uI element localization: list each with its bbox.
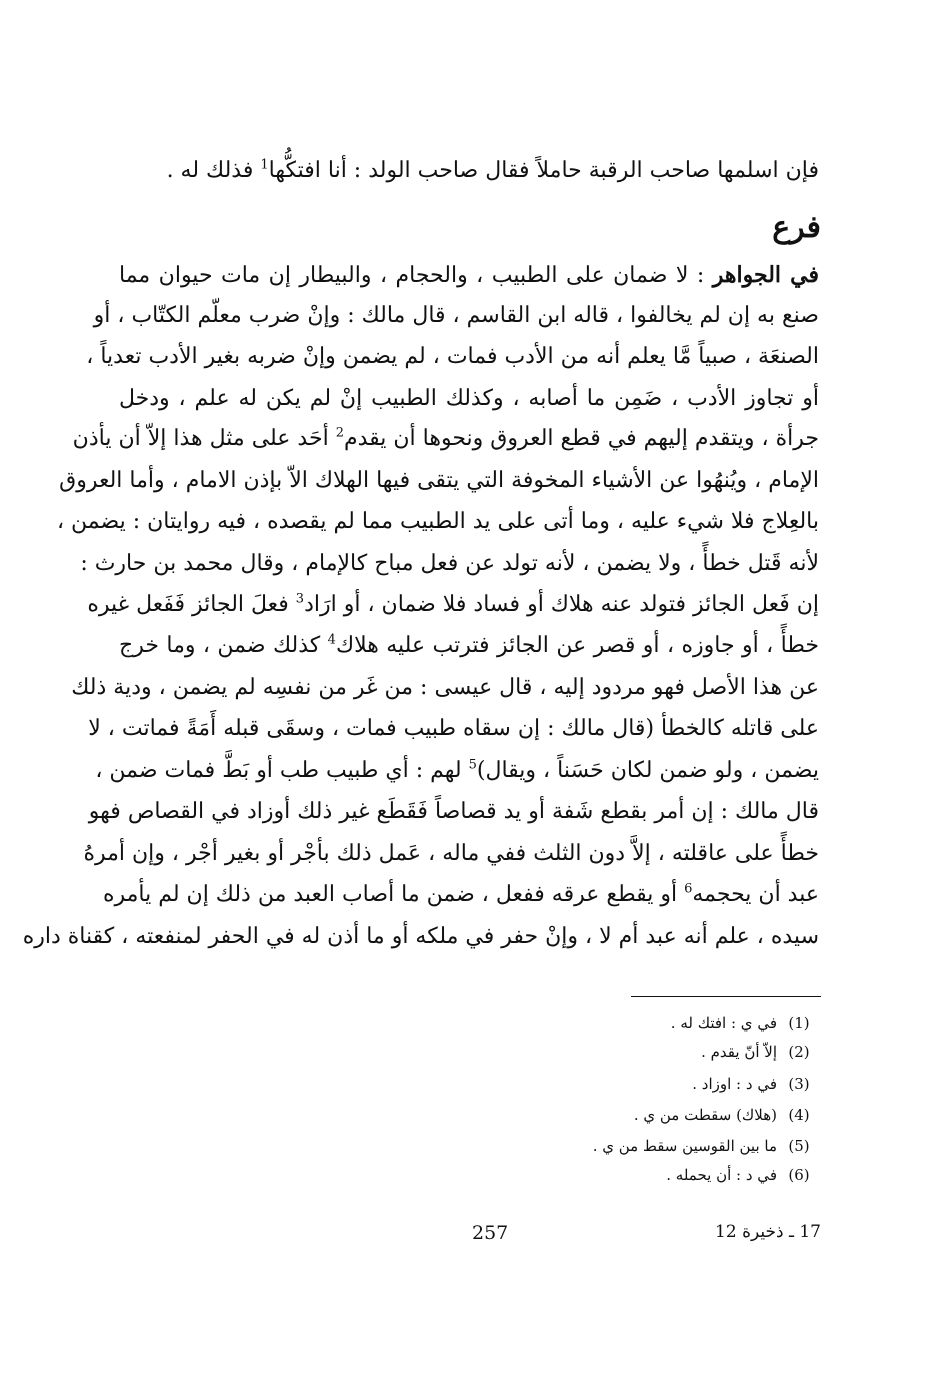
- body-line-text: يضمن ، ولو ضمن لكان حَسَناً ، ويقال): [476, 758, 819, 783]
- footnote: [421, 1014, 821, 1032]
- footnote-number: (1): [788, 1014, 810, 1032]
- footnote-text: إلاّ أنّ يقدم .: [701, 1043, 777, 1061]
- footnote-ref: 6: [684, 881, 693, 897]
- body-line-text: فعلَ الجائز فَفَعل غيره: [87, 592, 296, 617]
- footnote: [421, 1075, 821, 1093]
- body-line: على قاتله كالخطأ (قال مالك : إن سقاه طبيب فمات ، وسقَى قبله أَمَةً فماتت ، لا: [88, 716, 819, 741]
- body-line: [72, 422, 819, 456]
- body-line: [95, 754, 819, 788]
- body-line: [119, 629, 819, 663]
- footnote-ref: 5: [468, 757, 477, 773]
- footnote-ref: 2: [335, 425, 344, 441]
- body-line-text: : لا ضمان على الطبيب ، والحجام ، والبيطار إن مات حيوان مما: [119, 263, 713, 288]
- lead-word: في الجواهر: [712, 262, 820, 288]
- body-line: الصنعَة ، صبياً مَّا يعلم أنه من الأدب فمات ، لم يضمن وإنْ ضربه بغير الأدب تعدياً ،: [86, 344, 819, 369]
- body-line-text: جرأة ، ويتقدم إليهم في قطع العروق ونحوها أن يقدم: [343, 426, 819, 451]
- footnote-ref: 3: [295, 591, 305, 607]
- opening-line: [119, 158, 819, 183]
- body-line-text: إن فَعل الجائز فتولد عنه هلاك أو فساد فلا ضمان ، أو ارَاد: [304, 592, 819, 617]
- footnote-text: في د : اوزاد .: [692, 1075, 777, 1093]
- footnote-number: (6): [788, 1166, 810, 1184]
- body-line: [119, 258, 819, 293]
- footnote: [421, 1166, 821, 1184]
- footnote-ref: 1: [260, 157, 269, 173]
- body-line: أو تجاوز الأدب ، ضَمِن ما أصابه ، وكذلك الطبيب إنْ لم يكن له علم ، ودخل: [119, 386, 819, 411]
- body-line: صنع به إن لم يخالفوا ، قاله ابن القاسم ، قال مالك : وإنْ ضرب معلّم الكتّاب ، أو: [93, 303, 819, 328]
- body-line: سيده ، علم أنه عبد أم لا ، وإنْ حفر في ملكه أو ما أذن له في الحفر لمنفعته ، كقناة داره: [22, 924, 819, 949]
- footnote: [421, 1106, 821, 1124]
- body-line: [87, 588, 819, 622]
- body-line: عن هذا الأصل فهو مردود إليه ، قال عيسى : من غَر من نفسِه لم يضمن ، ودية ذلك: [71, 675, 819, 700]
- body-line: خطأً على عاقلته ، إلاَّ دون الثلث ففي ماله ، عَمل ذلك بأجْر أو بغير أجْر ، وإن أمرهُ: [83, 841, 819, 866]
- body-line-text: لهم : أي طبيب طب أو بَطَّ فمات ضمن ،: [95, 758, 469, 783]
- footnote-text: ما بين القوسين سقط من ي .: [592, 1137, 777, 1155]
- footnote-number: (3): [788, 1075, 810, 1093]
- footnote-divider: [631, 996, 821, 997]
- body-line-text: عبد أن يحجمه: [692, 882, 819, 907]
- body-line-text: خطأً ، أو جاوزه ، أو قصر عن الجائز فترتب عليه هلاك: [335, 633, 819, 658]
- footnote: [421, 1043, 821, 1061]
- body-line: قال مالك : إن أمر بقطع شَفة أو يد قصاصاً فَقَطَع غير ذلك أوزاد في القصاص فهو: [88, 799, 819, 824]
- opening-line-text-end: فذلك له .: [166, 158, 261, 183]
- opening-line-text: فإن اسلمها صاحب الرقبة حاملاً فقال صاحب الولد : أنا افتكُّها: [268, 158, 819, 183]
- body-line: [102, 878, 819, 912]
- footnote-ref: 4: [327, 632, 336, 648]
- body-line-text: أحَد على مثل هذا إلاّ أن يأذن: [72, 426, 336, 451]
- footnote-number: (2): [788, 1043, 810, 1061]
- footnote-number: (4): [788, 1106, 810, 1124]
- page-number: 257: [472, 1222, 509, 1244]
- footnote-text: في ي : افتك له .: [670, 1014, 777, 1032]
- footnote-number: (5): [788, 1137, 810, 1155]
- footnote-text: في د : أن يحمله .: [666, 1166, 777, 1184]
- body-line-text: أو يقطع عرقه ففعل ، ضمن ما أصاب العبد من ذلك إن لم يأمره: [102, 882, 685, 907]
- footnote: [421, 1137, 821, 1155]
- footnote-text: (هلاك) سقطت من ي .: [633, 1106, 777, 1124]
- body-line: بالعِلاج فلا شيء عليه ، وما أتى على يد الطبيب مما لم يقصده ، فيه روايتان : يضمن ،: [56, 509, 819, 534]
- section-heading: فرع: [772, 210, 821, 245]
- signature-mark: 17 ـ ذخيرة 12: [715, 1222, 821, 1242]
- body-line: لأنه قَتل خطأً ، ولا يضمن ، لأنه تولد عن فعل مباح كالإمام ، وقال محمد بن حارث :: [80, 551, 819, 576]
- body-line-text: كذلك ضمن ، وما خرج: [119, 633, 328, 658]
- body-line: الإمام ، ويُنهُوا عن الأشياء المخوفة التي يتقى فيها الهلاك الاّ بإذن الامام ، وأما العروق: [59, 468, 819, 493]
